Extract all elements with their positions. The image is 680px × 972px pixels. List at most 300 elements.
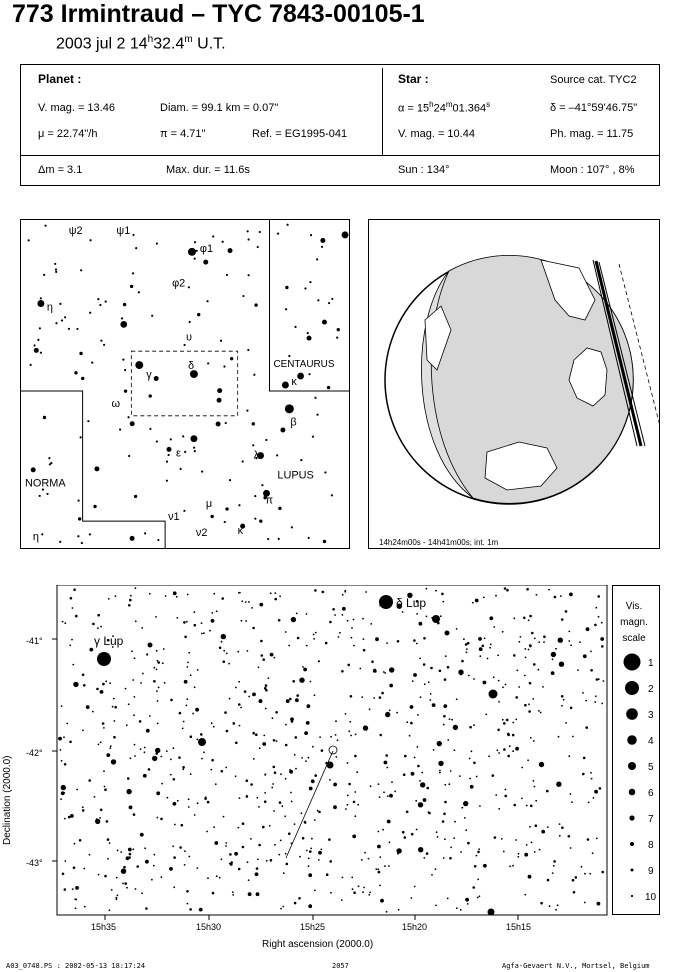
field-star xyxy=(258,806,260,808)
field-star xyxy=(304,731,308,735)
field-star xyxy=(572,879,575,882)
field-star xyxy=(109,682,111,684)
field-star xyxy=(528,710,531,713)
field-star xyxy=(157,700,159,702)
field-star xyxy=(177,800,179,802)
field-star xyxy=(568,835,571,838)
field-star xyxy=(306,613,308,615)
map-star xyxy=(122,359,124,361)
field-star xyxy=(498,701,500,703)
ra-tick-1530: 15h30 xyxy=(196,922,222,932)
field-star xyxy=(186,698,188,700)
field-star xyxy=(240,707,242,709)
field-star xyxy=(503,722,506,725)
map-star xyxy=(188,286,190,288)
field-star xyxy=(162,662,164,664)
field-star xyxy=(513,617,515,619)
field-star xyxy=(103,770,105,772)
field-star xyxy=(179,846,182,849)
star-gamma-lup xyxy=(97,652,111,666)
label-mu: μ xyxy=(205,498,213,511)
field-star xyxy=(556,782,561,787)
field-star xyxy=(102,722,105,725)
scale-dot-8 xyxy=(630,842,634,846)
field-star xyxy=(104,786,106,788)
field-star xyxy=(73,866,76,869)
map-star xyxy=(247,230,249,232)
field-star xyxy=(563,699,565,701)
map-star xyxy=(78,517,81,520)
field-star xyxy=(362,891,364,893)
field-star xyxy=(531,632,534,635)
field-star xyxy=(369,708,371,710)
field-star xyxy=(478,637,482,641)
field-star xyxy=(61,785,66,790)
planet-pi: π = 4.71" xyxy=(160,128,206,140)
field-star xyxy=(411,833,414,836)
label-gamma-lup: γ Lup xyxy=(94,634,124,648)
field-star xyxy=(157,660,159,662)
field-star xyxy=(64,860,66,862)
field-star xyxy=(597,902,601,906)
field-star xyxy=(181,824,184,827)
field-star xyxy=(594,624,597,627)
field-star xyxy=(229,863,231,865)
field-star xyxy=(136,865,139,868)
field-star xyxy=(523,617,526,620)
field-star xyxy=(182,768,184,770)
field-star xyxy=(114,706,117,709)
field-star xyxy=(456,628,458,630)
field-star xyxy=(490,644,492,646)
field-star xyxy=(582,773,585,776)
field-star xyxy=(535,824,538,827)
field-star xyxy=(99,817,101,819)
field-star xyxy=(507,734,510,737)
map-star xyxy=(257,246,259,248)
field-star xyxy=(154,667,156,669)
map-star xyxy=(76,328,78,330)
field-star xyxy=(520,636,522,638)
field-star xyxy=(379,796,381,798)
field-star xyxy=(71,639,73,641)
field-star xyxy=(449,857,452,860)
field-star xyxy=(572,736,574,738)
field-star xyxy=(166,750,168,752)
field-star xyxy=(479,647,483,651)
field-star xyxy=(72,607,74,609)
label-kappa2: κ xyxy=(237,525,244,538)
map-star xyxy=(307,332,309,334)
field-star xyxy=(437,741,442,746)
field-star xyxy=(256,797,258,799)
field-star xyxy=(528,649,530,651)
field-star xyxy=(274,657,276,659)
map-star xyxy=(308,537,310,539)
map-star xyxy=(89,533,91,535)
field-star xyxy=(72,888,74,890)
scale-dot-5 xyxy=(628,762,636,770)
field-star xyxy=(106,753,110,757)
field-star xyxy=(477,851,480,854)
named-star xyxy=(190,435,197,442)
map-star xyxy=(39,327,41,329)
scale-val-3: 3 xyxy=(648,710,654,721)
field-star xyxy=(432,703,436,707)
field-star xyxy=(347,762,349,764)
field-star xyxy=(318,811,321,814)
field-star xyxy=(135,587,137,589)
map-star xyxy=(285,308,287,310)
field-star xyxy=(196,867,198,869)
field-star xyxy=(325,642,328,645)
field-star xyxy=(410,705,414,709)
max-duration: Max. dur. = 11.6s xyxy=(166,164,250,176)
map-star xyxy=(55,322,57,324)
field-star xyxy=(528,619,530,621)
field-star xyxy=(250,783,253,786)
field-star xyxy=(133,813,136,816)
field-star xyxy=(126,724,128,726)
field-star xyxy=(501,838,503,840)
field-star xyxy=(283,872,285,874)
field-star xyxy=(513,654,516,657)
field-star xyxy=(186,705,188,707)
field-star xyxy=(229,853,232,856)
field-star xyxy=(308,865,310,867)
map-star xyxy=(254,495,256,497)
map-star xyxy=(194,257,196,259)
scale-val-6: 6 xyxy=(648,788,654,799)
field-star xyxy=(345,808,347,810)
field-star xyxy=(594,790,598,794)
field-star xyxy=(250,838,252,840)
alpha-m: m xyxy=(445,100,453,109)
field-star xyxy=(443,704,447,708)
field-star xyxy=(134,744,136,746)
field-star xyxy=(603,680,605,682)
label-lambda: λ xyxy=(253,449,260,462)
map-star xyxy=(297,373,304,380)
field-star xyxy=(463,638,465,640)
field-star xyxy=(385,712,390,717)
field-star xyxy=(229,698,231,700)
scale-dot-9 xyxy=(631,869,634,872)
field-star xyxy=(209,630,211,632)
field-star xyxy=(570,707,573,710)
field-star xyxy=(353,891,356,894)
field-star xyxy=(272,717,274,719)
field-star xyxy=(259,603,263,607)
map-star xyxy=(30,364,32,366)
bright-field-star xyxy=(148,643,153,648)
map-star xyxy=(156,242,158,244)
label-nu1: ν1 xyxy=(168,511,180,524)
field-star xyxy=(237,651,239,653)
field-star xyxy=(536,594,538,596)
field-star xyxy=(132,679,134,681)
field-star xyxy=(199,908,203,912)
field-star xyxy=(274,771,277,774)
field-star xyxy=(483,597,485,599)
field-star xyxy=(211,612,213,614)
field-star xyxy=(188,652,190,654)
field-star xyxy=(133,714,135,716)
sun-elongation: Sun : 134° xyxy=(398,164,450,176)
field-star xyxy=(248,696,250,698)
field-star xyxy=(301,812,303,814)
map-star xyxy=(59,303,61,305)
field-star xyxy=(160,818,163,821)
field-star xyxy=(385,754,388,757)
field-star xyxy=(151,879,153,881)
field-star xyxy=(285,778,287,780)
field-star xyxy=(351,637,353,639)
field-star xyxy=(318,661,320,663)
field-star xyxy=(406,721,408,723)
field-star xyxy=(275,711,278,714)
field-star xyxy=(515,719,517,721)
field-star xyxy=(585,726,588,729)
alpha-mid: 24 xyxy=(433,102,446,115)
field-star xyxy=(252,693,256,697)
bright-field-star xyxy=(198,738,206,746)
map-star xyxy=(138,291,140,293)
field-star xyxy=(421,772,423,774)
field-star xyxy=(411,772,415,776)
field-star xyxy=(219,647,222,650)
field-star xyxy=(342,594,344,596)
label-psi2: ψ2 xyxy=(68,224,83,237)
field-star xyxy=(201,633,203,635)
map-star xyxy=(212,235,214,237)
bright-field-star xyxy=(432,615,440,623)
map-star xyxy=(31,467,36,472)
field-star xyxy=(194,686,196,688)
field-star xyxy=(592,852,594,854)
field-star xyxy=(314,774,317,777)
map-star xyxy=(286,224,288,226)
field-star xyxy=(485,714,487,716)
field-star xyxy=(354,815,356,817)
bright-field-star xyxy=(488,909,495,916)
field-star xyxy=(265,708,267,710)
field-star xyxy=(526,844,528,846)
field-star xyxy=(383,791,385,793)
map-star xyxy=(119,428,121,430)
map-star xyxy=(228,248,233,253)
field-star xyxy=(472,602,474,604)
field-star xyxy=(184,850,186,852)
field-star xyxy=(259,699,263,703)
field-star xyxy=(584,873,586,875)
field-star xyxy=(303,668,307,672)
field-star xyxy=(238,827,240,829)
field-star xyxy=(309,850,312,853)
field-star xyxy=(389,667,394,672)
label-delta: δ xyxy=(187,360,195,373)
map-star xyxy=(80,269,82,271)
field-star xyxy=(109,842,111,844)
field-star xyxy=(190,773,192,775)
map-star xyxy=(130,421,135,426)
field-star xyxy=(361,696,363,698)
alpha-s: s xyxy=(486,100,491,109)
field-star xyxy=(479,655,481,657)
field-star xyxy=(149,593,151,595)
field-star xyxy=(530,737,532,739)
field-star xyxy=(363,725,368,730)
field-star xyxy=(116,877,118,879)
map-star xyxy=(247,349,249,351)
field-star xyxy=(215,783,217,785)
field-star xyxy=(369,892,371,894)
field-star xyxy=(203,632,205,634)
field-star xyxy=(406,811,409,814)
label-lupus: LUPUS xyxy=(277,469,314,482)
field-star xyxy=(539,762,544,767)
map-star xyxy=(41,533,43,535)
map-star xyxy=(203,260,208,265)
field-star xyxy=(368,858,370,860)
field-star xyxy=(430,693,432,695)
map-star xyxy=(265,439,267,441)
map-star xyxy=(28,239,30,241)
map-star xyxy=(87,420,89,422)
field-star xyxy=(117,850,119,852)
ra-tick-1515: 15h15 xyxy=(506,922,532,932)
field-star xyxy=(134,755,136,757)
map-star xyxy=(89,239,91,241)
field-star xyxy=(551,652,556,657)
scale-title-3: scale xyxy=(622,633,646,644)
boundary-lines xyxy=(21,220,349,548)
field-star xyxy=(113,698,115,700)
field-star xyxy=(368,894,370,896)
field-star xyxy=(460,909,462,911)
field-star xyxy=(139,720,142,723)
field-star xyxy=(247,861,249,863)
field-star xyxy=(538,710,540,712)
field-star xyxy=(543,635,546,638)
field-star xyxy=(157,817,159,819)
field-star xyxy=(173,856,176,859)
field-star xyxy=(430,667,433,670)
field-star xyxy=(286,863,289,866)
map-star xyxy=(278,507,281,510)
field-star xyxy=(558,736,560,738)
field-star xyxy=(450,770,452,772)
label-norma: NORMA xyxy=(24,477,66,490)
map-star xyxy=(144,532,146,534)
field-star xyxy=(141,627,143,629)
field-star xyxy=(561,705,563,707)
field-star xyxy=(239,725,241,727)
field-star xyxy=(518,686,520,688)
field-star xyxy=(248,601,250,603)
map-star xyxy=(99,304,101,306)
field-star xyxy=(413,639,416,642)
field-star xyxy=(69,645,71,647)
map-star xyxy=(134,495,137,498)
field-star xyxy=(529,682,532,685)
field-star xyxy=(386,911,388,913)
field-star xyxy=(333,805,337,809)
field-star xyxy=(350,735,352,737)
field-star xyxy=(414,757,416,759)
field-star xyxy=(528,875,532,879)
field-star xyxy=(503,748,506,751)
field-star xyxy=(306,721,310,725)
field-star xyxy=(176,617,178,619)
field-star xyxy=(98,744,100,746)
field-star xyxy=(172,845,174,847)
field-star xyxy=(312,746,314,748)
map-star xyxy=(81,377,84,380)
scale-dot-2 xyxy=(625,681,639,695)
field-star xyxy=(76,789,78,791)
field-star xyxy=(354,791,356,793)
field-star xyxy=(144,847,146,849)
field-star xyxy=(97,627,99,629)
field-star xyxy=(311,779,315,783)
planet-vmag: V. mag. = 13.46 xyxy=(38,102,115,114)
field-star xyxy=(370,623,372,625)
field-star xyxy=(305,760,307,762)
field-star xyxy=(379,734,382,737)
field-star xyxy=(306,850,308,852)
globe-svg xyxy=(369,220,659,548)
field-star xyxy=(223,650,225,652)
field-star xyxy=(515,839,517,841)
field-star xyxy=(386,642,388,644)
field-star xyxy=(387,820,391,824)
field-star xyxy=(246,795,248,797)
field-star xyxy=(211,722,213,724)
field-star xyxy=(552,872,554,874)
field-star xyxy=(502,719,504,721)
field-star xyxy=(439,772,441,774)
field-star xyxy=(338,636,340,638)
map-star xyxy=(310,234,312,236)
field-star xyxy=(347,804,349,806)
field-star xyxy=(595,695,597,697)
map-star xyxy=(309,281,311,283)
y-axis-label: Declination (2000.0) xyxy=(2,755,13,845)
map-star xyxy=(157,539,159,541)
map-star xyxy=(149,428,151,430)
field-star xyxy=(378,871,381,874)
map-star xyxy=(55,268,57,270)
map-star xyxy=(132,234,134,236)
label-phi2: φ2 xyxy=(172,277,186,290)
map-star xyxy=(156,440,158,442)
field-star xyxy=(210,769,212,771)
field-star xyxy=(72,664,74,666)
field-star xyxy=(370,785,372,787)
map-star xyxy=(100,340,102,342)
field-star xyxy=(377,868,379,870)
map-star xyxy=(259,231,261,233)
field-star xyxy=(173,886,175,888)
map-star xyxy=(320,238,325,243)
map-star xyxy=(194,450,196,452)
field-star xyxy=(155,752,158,755)
field-star xyxy=(466,648,468,650)
field-star xyxy=(98,874,100,876)
field-star xyxy=(125,688,127,690)
field-star xyxy=(524,704,527,707)
